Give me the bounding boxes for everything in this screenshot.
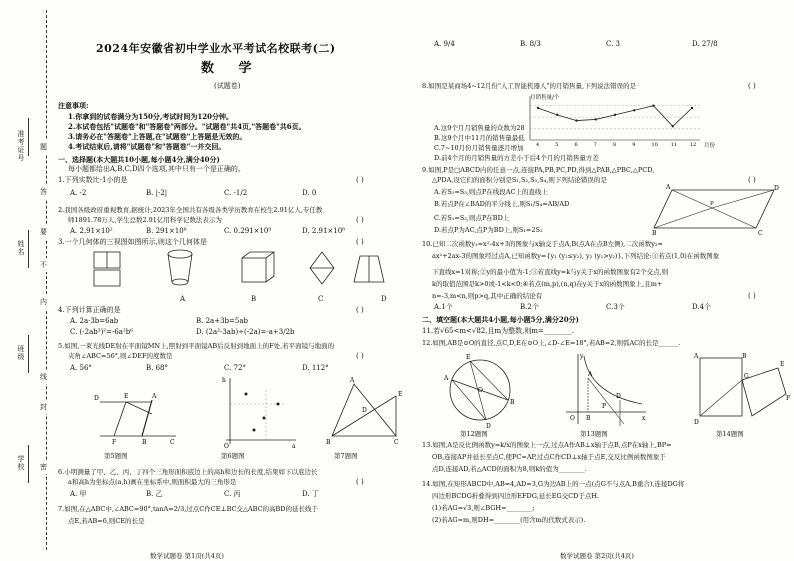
q7-option-a[interactable]: A. 9/4 xyxy=(434,40,455,48)
q5-q7-figures xyxy=(86,374,406,454)
seal-char: 线 xyxy=(40,370,47,384)
svg-text:D: D xyxy=(774,185,779,192)
svg-text:D: D xyxy=(94,395,99,402)
paper-subtitle: (试题卷) xyxy=(214,82,241,90)
q4-option-b[interactable]: B. 2a+3b=5ab xyxy=(196,317,248,325)
svg-text:P: P xyxy=(710,201,714,207)
blank-school[interactable] xyxy=(28,445,29,483)
svg-text:F: F xyxy=(786,395,790,402)
svg-text:D: D xyxy=(362,407,367,414)
q6-line2: a和高h为坐标点(a,h)画在坐标系中,则面积最大的三角形是 xyxy=(68,478,237,486)
q10-option-b[interactable]: B.2个 xyxy=(520,303,539,311)
q2-line2: 师1891.78万人,学生总数2.91亿用科学记数法表示为 xyxy=(68,216,222,224)
q8-line-chart xyxy=(516,92,716,150)
footer-right: 数学试题卷 第2页(共4页) xyxy=(560,552,634,560)
svg-text:E: E xyxy=(124,393,129,400)
svg-text:h: h xyxy=(222,377,226,384)
q1-stem: 1.下列实数比-1小的是 xyxy=(58,176,128,184)
svg-text:B: B xyxy=(510,399,515,406)
note-item: 3.请务必在"答题卷"上答题,在"试题卷"上答题是无效的。 xyxy=(68,132,247,141)
svg-text:E: E xyxy=(466,354,471,361)
q2-option-d[interactable]: D. 2.91×10⁸ xyxy=(302,227,345,235)
q6-option-a[interactable]: A. 甲 xyxy=(70,490,87,498)
svg-text:F: F xyxy=(112,439,117,446)
figure-q14 xyxy=(693,353,790,426)
chart-x-tick-label: 12 xyxy=(690,142,697,148)
q11-stem: 11.若√65<m<√82,且m为整数,则m=________. xyxy=(422,327,575,335)
q14-line1: 14.如图,在矩形ABCD中,AB=4,AD=3,G为边AB上的一点(点G不与点A,B重合),连接DG将 xyxy=(422,480,685,488)
q9-option-c[interactable]: C.若S₁=S₂,则点P在BD上 xyxy=(434,214,510,222)
chart-point xyxy=(537,107,539,109)
chart-x-tick-label: 10 xyxy=(651,142,658,148)
q14-line3: (1)若AG=√3,则∠BGH=________; xyxy=(432,504,535,512)
q1-option-b[interactable]: B. |-2| xyxy=(146,189,168,197)
chart-x-tick-label: 6 xyxy=(574,142,578,148)
q8-paren: ( ) xyxy=(748,82,756,90)
figure-q5 xyxy=(94,393,176,446)
note-item: 2.本试卷包括"试题卷"和"答题卷"两部分。"试题卷"共4页,"答题卷"共6页。 xyxy=(68,122,306,131)
q3-fig-label-d: D xyxy=(381,295,387,303)
figure-q12 xyxy=(443,354,515,430)
q8-option-b[interactable]: B.这9个月中11月的销售量最低 xyxy=(434,134,525,142)
svg-text:B: B xyxy=(586,415,591,422)
q5-option-c[interactable]: C. 72° xyxy=(224,364,246,372)
svg-text:E: E xyxy=(398,391,403,398)
svg-text:O: O xyxy=(478,387,483,394)
fig-caption-q6: 第6题图 xyxy=(221,452,245,460)
q3-stem: 3.一个几何体的三视图如图所示,则这个几何体是 xyxy=(58,238,207,246)
q14-line4: (2)若AG=m,则DH=________(用含m的代数式表示). xyxy=(432,516,586,524)
q1-option-c[interactable]: C. -1/2 xyxy=(224,189,248,197)
note-item: 1.你拿到的试卷满分为150分,考试时间为120分钟。 xyxy=(68,112,233,121)
q4-option-a[interactable]: A. 2a·3b=6ab xyxy=(70,317,119,325)
q9-paren: ( ) xyxy=(748,176,756,184)
q2-paren: ( ) xyxy=(356,216,364,224)
q2-option-c[interactable]: C. 0.291×10⁹ xyxy=(224,227,272,235)
svg-text:A: A xyxy=(694,353,699,360)
chart-x-tick-label: 11 xyxy=(670,142,678,148)
seal-char: 不 xyxy=(40,258,47,272)
chart-x-tick-label: 9 xyxy=(632,142,636,148)
binding-margin xyxy=(0,0,60,561)
blank-class[interactable] xyxy=(28,335,29,373)
svg-text:G: G xyxy=(744,373,749,380)
svg-text:y: y xyxy=(580,353,584,360)
label-class: 班级 xyxy=(17,345,25,361)
svg-text:E: E xyxy=(780,361,785,368)
q9-option-d[interactable]: D.若点P为AC,点P为BD上,则S₁=2S₂ xyxy=(434,226,543,234)
svg-text:O: O xyxy=(224,443,229,450)
q1-option-d[interactable]: D. 0 xyxy=(302,189,317,197)
q7-line1: 7.如图,在△ABC中,∠ABC=90°,tanA=2/3,过点C作CE⊥BC交△ABC的高BD的延长线于 xyxy=(58,505,319,513)
fig-caption-q13: 第13题图 xyxy=(580,430,608,438)
chart-point xyxy=(652,105,654,107)
figure-q6 xyxy=(222,377,296,450)
q13-line3: 点D,连接AD,若△ACD的面积为8,则k的值为________. xyxy=(432,465,587,473)
q3-figure-b[interactable] xyxy=(168,250,192,285)
svg-text:x: x xyxy=(642,415,646,422)
section1-heading: 一、选择题(本大题共10小题,每小题4分,满分40分) xyxy=(58,155,220,164)
q10-line1: 10.已知二次函数y₁=x²-4x+3的图象与x轴交于点A,B(点A在点B左侧),二次函数y₂= xyxy=(422,240,663,248)
q13-line2: OB,连接AP并延长至点C,使PC=AP,过点C作CD⊥x轴于点E,交反比例函数图象于 xyxy=(432,453,666,461)
q3-fig-label-b: B xyxy=(251,295,257,303)
q7-option-c[interactable]: C. 3 xyxy=(606,40,621,48)
q3-figures xyxy=(92,248,392,300)
svg-text:C: C xyxy=(758,230,763,236)
svg-text:C: C xyxy=(170,439,175,446)
chart-point xyxy=(556,114,558,116)
svg-text:B: B xyxy=(742,353,747,360)
q4-option-c[interactable]: C. (-2ab³)²=-6a²b⁶ xyxy=(70,328,134,336)
q7-option-b[interactable]: B. 8/3 xyxy=(520,40,541,48)
q14-line2: 四边形BCDG折叠得到四边形EFDG,延长EG交CD于点H. xyxy=(432,492,600,500)
q3-figure-d[interactable] xyxy=(310,252,334,284)
seal-char: 封 xyxy=(40,400,47,414)
q10-paren: ( ) xyxy=(748,292,756,300)
q1-option-a[interactable]: A. -2 xyxy=(70,189,87,197)
q7-option-d[interactable]: D. 27/8 xyxy=(692,40,718,48)
seal-char: 答 xyxy=(40,185,47,199)
note-item: 4.考试结束后,请将"试题卷"和"答题卷"一并交回。 xyxy=(68,142,226,151)
q6-option-c[interactable]: C. 丙 xyxy=(224,490,241,498)
section2-heading: 二、填空题(本大题共4小题,每小题5分,满分20分) xyxy=(422,315,579,324)
label-school: 学校 xyxy=(17,455,25,471)
chart-x-tick-label: 5 xyxy=(555,142,559,148)
blank-exam-number[interactable] xyxy=(28,118,29,156)
q10-line3: 下直线x=1对称;②y的最小值为-1;③若直线y=k与y关于x的函数图象有2个交点,则 xyxy=(432,268,669,276)
svg-text:a: a xyxy=(292,443,296,450)
q10-option-c[interactable]: C.3个 xyxy=(606,303,625,311)
q9-option-a[interactable]: A.若S₁=S₃,则点P在线段AC上的直线上 xyxy=(434,188,548,196)
q3-figure-c[interactable] xyxy=(242,252,274,282)
chart-x-tick-label: 4 xyxy=(536,142,540,148)
q5-line1: 5.如图,一束光线DE射在平面镜MN上,照射到平面镜AB后反射到地面上的F处,若平面镜与地面的 xyxy=(58,342,335,350)
q4-option-d[interactable]: D. (2a²-3ab)÷(-2a)=-a+3/2b xyxy=(196,328,295,336)
footer-left: 数学试题卷 第1页(共4页) xyxy=(150,552,224,560)
fig-caption-q14: 第14题图 xyxy=(716,430,744,438)
q3-fig-label-a: A xyxy=(180,295,186,303)
q8-line1: 8.如图是某商场4~12月份"人工智能机器人"的月销售量,下列说法错误的是 xyxy=(422,82,637,90)
q3-fig-label-c: C xyxy=(318,295,324,303)
q5-option-d[interactable]: D. 112° xyxy=(302,364,329,372)
svg-text:C: C xyxy=(394,439,399,446)
seal-char: 题 xyxy=(40,140,47,154)
chart-y-title: 月销售量/个 xyxy=(530,95,560,101)
chart-point xyxy=(614,114,616,116)
chart-x-tick-label: 7 xyxy=(593,142,597,148)
svg-text:B: B xyxy=(326,439,331,446)
q8-option-c[interactable]: C.7~10月份月销售量逐月增加 xyxy=(434,144,524,152)
svg-text:A: A xyxy=(152,393,157,400)
exam-title: 2024年安徽省初中学业水平考试名校联考(二) xyxy=(96,42,336,55)
q13-line1: 13.如图,A是反比例函数y=k/x的图象上一点,过点A作AB⊥x轴于点B,点P在x轴上,BP= xyxy=(422,441,672,449)
q6-line1: 6.小明测量了甲、乙、丙、丁四个三角形面积底边上的高h和边长的长度,结果如下以底边长 xyxy=(58,468,318,476)
seal-char: 内 xyxy=(40,295,47,309)
q10-line5: n=-3,m<n,则p>q,其中正确的结论有 xyxy=(432,292,543,300)
q3-figure-e[interactable] xyxy=(354,256,384,282)
q2-line1: 2.我国各级政府重视教育,据统计,2023年全国共有各级各类学历教育在校生2.91亿人,专任教 xyxy=(58,206,323,214)
notes-heading: 注意事项: xyxy=(58,101,89,110)
section1-instruction: 每小题都给出A,B,C,D四个选项,其中只有一个是正确的。 xyxy=(68,165,245,173)
q5-option-b[interactable]: B. 68° xyxy=(146,364,169,372)
chart-point xyxy=(691,107,693,109)
q6-paren: ( ) xyxy=(356,478,364,486)
svg-text:B: B xyxy=(652,230,657,236)
svg-text:A: A xyxy=(588,371,593,378)
q5-option-a[interactable]: A. 56° xyxy=(70,364,92,372)
q12-q14-figures xyxy=(430,350,790,430)
fig-caption-q12: 第12题图 xyxy=(460,430,488,438)
chart-x-tick-label: 8 xyxy=(613,142,617,148)
q6-option-b[interactable]: B. 乙 xyxy=(146,490,163,498)
chart-point xyxy=(595,118,597,120)
q10-line4: k的取值范围是k>0或-1<k<0;④若点(m,p),(n,q)在y关于x的函数图象上,且m+ xyxy=(432,280,663,288)
svg-text:D: D xyxy=(616,393,621,400)
q9-option-b[interactable]: B.若点P在∠BAD的平分线上,则S₁/S₄=AB/AD xyxy=(434,200,570,208)
svg-text:A: A xyxy=(350,377,355,384)
label-exam-number: 准考证号 xyxy=(17,130,25,162)
svg-text:P: P xyxy=(602,403,607,410)
q9-line1: 9.如图,P是□ABCD内的任意一点,连接PA,PB,PC,PD,得到△PAB,△PBC,△PCD, xyxy=(422,166,655,174)
q9-line2: △PDA,设它们的面积分别是S₁,S₂,S₃,S₄,则下列结论错误的是 xyxy=(432,176,607,184)
blank-name[interactable] xyxy=(28,230,29,268)
seal-char: 要 xyxy=(40,225,47,239)
q5-line2: 夹角∠ABC=56°,则∠DEF的度数是 xyxy=(68,352,173,360)
q10-option-d[interactable]: D.4个 xyxy=(692,303,712,311)
q9-figure-parallelogram xyxy=(652,184,782,236)
q10-option-a[interactable]: A.1个 xyxy=(434,303,453,311)
q7-line2: 点E,若AB=6,则CE的长是 xyxy=(68,517,145,525)
fig-caption-q5: 第5题图 xyxy=(104,452,128,460)
q2-option-a[interactable]: A. 2.91×10² xyxy=(70,227,113,235)
seal-char: 密 xyxy=(40,460,47,474)
q4-stem: 4.下列计算正确的是 xyxy=(58,306,121,314)
q2-option-b[interactable]: B. 291×10⁶ xyxy=(146,227,187,235)
q10-line2: ax²+2ax-3的图象经过点A,已知函数y={y₁ (y₁≤y₂), y₂ (y₁>y₂)},下列结论:①若点(1,0)在函数图象 xyxy=(432,252,720,260)
q6-option-d[interactable]: D. 丁 xyxy=(302,490,319,498)
svg-text:D: D xyxy=(694,419,699,426)
q3-paren: ( ) xyxy=(356,238,364,246)
chart-x-title: 月份 xyxy=(704,143,716,149)
q3-figure-a[interactable] xyxy=(94,252,120,286)
chart-point xyxy=(633,109,635,111)
svg-text:O: O xyxy=(570,415,575,422)
q8-option-a[interactable]: A.这9个月月销售量的众数为28 xyxy=(434,124,525,132)
q8-option-d[interactable]: D.前4个月的月销售量的方差小于后4个月的月销售量方差 xyxy=(434,154,599,162)
q12-stem: 12.如图,AB是⊙O的直径,点C,D,E在⊙O上,∠D-∠E=18°,若AB=2,则弧AC的长是______. xyxy=(422,339,681,347)
svg-text:D: D xyxy=(486,423,491,430)
label-name: 姓名 xyxy=(17,240,25,256)
svg-text:A: A xyxy=(444,375,449,382)
fig-caption-q7: 第7题图 xyxy=(334,452,358,460)
svg-text:B: B xyxy=(142,439,147,446)
figure-q7 xyxy=(326,377,402,446)
q1-paren: ( ) xyxy=(356,176,364,184)
chart-point xyxy=(672,125,674,127)
chart-marks xyxy=(530,96,700,148)
q4-paren: ( ) xyxy=(356,306,364,314)
svg-text:A: A xyxy=(666,184,671,191)
figure-q13 xyxy=(566,353,646,426)
subject-title: 数 学 xyxy=(201,61,262,76)
chart-point xyxy=(575,119,577,121)
q5-paren: ( ) xyxy=(356,352,364,360)
